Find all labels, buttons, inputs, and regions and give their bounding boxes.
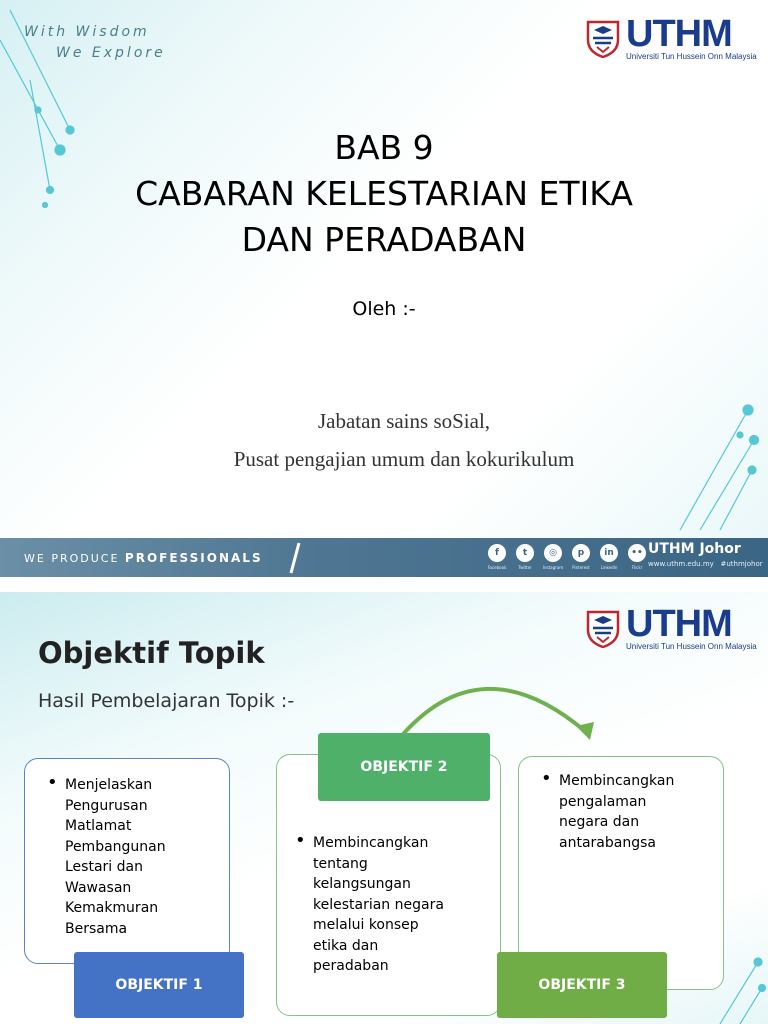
uthm-shield-icon <box>586 20 620 58</box>
uthm-logo <box>586 13 757 62</box>
social-icons <box>486 544 648 570</box>
social-label: Facebook <box>487 565 507 570</box>
author-label: Oleh :- <box>352 298 416 320</box>
uthm-shield-icon <box>586 610 620 648</box>
objectives-slide <box>0 592 768 1024</box>
footer-banner <box>0 538 768 577</box>
objective-1-card <box>24 758 230 964</box>
objective-2-text: Membincangkan tentang kelangsungan kelestarian negara melalui konsep etika dan peradaban <box>313 835 444 974</box>
bullet-dot: • <box>47 772 58 793</box>
slide-title <box>0 125 768 263</box>
contact-line <box>648 560 763 568</box>
flickr-icon: •• <box>628 544 646 562</box>
twitter-icon: t <box>516 544 534 562</box>
objective-3-label: OBJEKTIF 3 <box>497 952 667 1018</box>
social-label: LinkedIn <box>600 565 618 570</box>
social-linkedin[interactable] <box>598 544 620 570</box>
department-line-1: Jabatan sains soSial, <box>317 409 491 433</box>
tagline-line-1: With Wisdom <box>24 24 150 40</box>
bullet-dot: • <box>541 768 552 789</box>
social-label: Flickr <box>631 565 643 570</box>
social-label: Instagram <box>542 565 564 570</box>
objective-1-label: OBJEKTIF 1 <box>74 952 244 1018</box>
title-line-2: CABARAN KELESTARIAN ETIKA <box>135 174 633 213</box>
uthm-logo-name: UTHM <box>626 603 732 645</box>
uthm-logo-subtitle: Universiti Tun Hussein Onn Malaysia <box>626 52 757 61</box>
uthm-logo-subtitle: Universiti Tun Hussein Onn Malaysia <box>626 642 757 651</box>
slogan-emphasis: PROFESSIONALS <box>124 551 263 565</box>
social-label: Pinterest <box>572 565 590 570</box>
slash-decoration <box>288 542 302 574</box>
objective-1-text: Menjelaskan Pengurusan Matlamat Pembangunan Lestari dan Wawasan Kemakmuran Bersama <box>65 777 166 937</box>
title-line-3: DAN PERADABAN <box>241 220 527 259</box>
tagline-line-2: We Explore <box>56 45 166 61</box>
objective-2-bullet <box>295 830 444 977</box>
slide-title: Objektif Topik <box>38 636 265 670</box>
department <box>0 402 768 478</box>
hashtag: #uthmjohor <box>720 560 763 568</box>
pinterest-icon: p <box>572 544 590 562</box>
objective-3-text: Membincangkan pengalaman negara dan antarabangsa <box>559 773 675 851</box>
slogan <box>24 551 263 565</box>
slogan-prefix: WE PRODUCE <box>24 552 120 565</box>
social-pinterest[interactable] <box>570 544 592 570</box>
social-instagram[interactable] <box>542 544 564 570</box>
social-twitter[interactable] <box>514 544 536 570</box>
slide-gap <box>0 577 768 592</box>
objective-1-bullet <box>47 772 166 939</box>
uthm-logo <box>586 603 757 652</box>
social-flickr[interactable] <box>626 544 648 570</box>
objective-3-bullet <box>541 768 675 853</box>
slide-subtitle: Hasil Pembelajaran Topik :- <box>38 690 295 712</box>
uthm-johor-label: UTHM Johor <box>648 541 741 557</box>
linkedin-icon: in <box>600 544 618 562</box>
bullet-dot: • <box>295 830 306 851</box>
website-link[interactable]: www.uthm.edu.my <box>648 560 714 568</box>
facebook-icon: f <box>488 544 506 562</box>
tagline <box>24 22 166 64</box>
social-facebook[interactable] <box>486 544 508 570</box>
social-label: Twitter <box>518 565 532 570</box>
title-line-1: BAB 9 <box>334 128 434 167</box>
uthm-logo-name: UTHM <box>626 13 732 55</box>
objective-2-label: OBJEKTIF 2 <box>318 733 490 801</box>
department-line-2: Pusat pengajian umum dan kokurikulum <box>233 447 575 471</box>
instagram-icon: ◎ <box>544 544 562 562</box>
